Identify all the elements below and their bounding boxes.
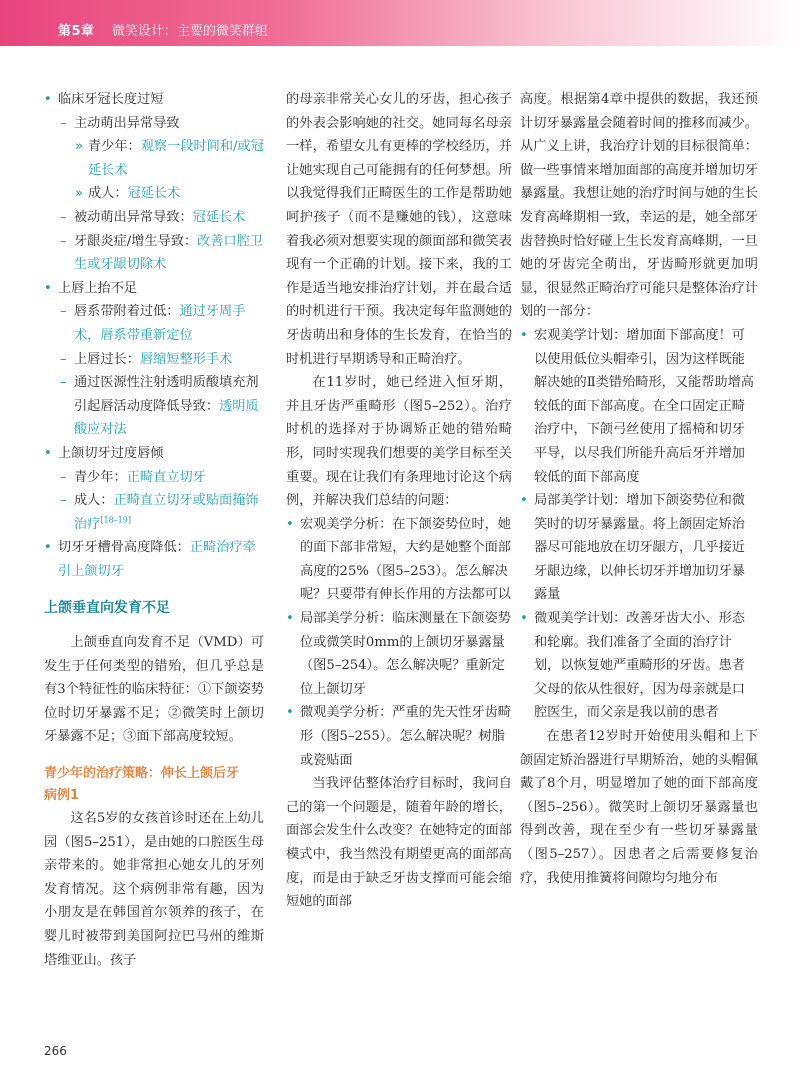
list-item (44, 182, 264, 206)
chapter-title: 微笑设计：主要的微笑群组 (112, 24, 269, 39)
list-item (286, 701, 512, 772)
bullet-icon: • (520, 493, 528, 509)
list-item-treatment: 透明质酸应对法 (74, 398, 259, 438)
list-item (520, 607, 758, 725)
list-item-label: 切牙牙槽骨高度降低： (58, 540, 190, 556)
list-item (44, 206, 264, 230)
reference-superscript: [18–19] (100, 515, 131, 525)
case-title: 病例1 (44, 788, 80, 804)
list-item (44, 88, 264, 112)
list-item-label: 青少年： (88, 139, 141, 155)
list-item-text: 局部美学计划：增加下颌姿势位和微笑时的切牙暴露量。将上颌固定矫治器尽可能地放在切牙龈方，几乎接近牙龈边缘，以伸长切牙并增加切牙暴露量 (534, 493, 745, 603)
dash-icon: – (60, 233, 67, 249)
bullet-icon: • (44, 92, 52, 107)
list-item (44, 277, 264, 301)
list-item-treatment: 正畸直立切牙 (126, 469, 206, 485)
dash-icon: – (60, 493, 67, 509)
bullet-icon: • (286, 516, 294, 532)
list-item-treatment: 冠延长术 (127, 186, 181, 202)
chapter-label: 第5章 (58, 24, 95, 39)
dash-icon: – (60, 304, 67, 320)
list-item-text: 上唇上抬不足 (58, 280, 138, 296)
list-item-label: 成人： (74, 493, 114, 509)
list-item-label: 牙龈炎症/增生导致： (74, 233, 198, 249)
dash-icon: – (60, 375, 67, 391)
list-item-text: 微观美学分析：严重的先天性牙齿畸形（图5–255）。怎么解决呢？树脂或瓷贴面 (300, 705, 511, 768)
list-item (44, 230, 264, 277)
bullet-icon: • (44, 540, 52, 556)
paragraph: 的母亲非常关心女儿的牙齿，担心孩子的外表会影响她的社交。她同每名母亲一样，希望女儿有更棒的学校经历，并让她实现自己可能拥有的任何梦想。所以我觉得我们正畸医生的工作是帮助她呵护孩子（而不是赚她的钱），这意味着我必须对想要实现的颜面部和微笑表现有一个正确的计划。接下来，我的工作是适当地安排治疗计划，并在最合适的时机进行干预。我决定每年监测她的牙齿萌出和身体的生长发育，在恰当的时机进行早期诱导和正畸治疗。 (286, 92, 512, 367)
list-item (44, 466, 264, 490)
list-item-text: 微观美学计划：改善牙齿大小、形态和轮廓。我们准备了全面的治疗计划，以恢复她严重畸形的牙齿。患者父母的依从性很好，因为母亲就是口腔医生，而父亲是我以前的患者 (534, 611, 745, 721)
list-item-text: 上颌切牙过度唇倾 (58, 445, 164, 461)
bullet-icon: • (286, 611, 294, 627)
chevron-right-icon: » (75, 186, 84, 202)
list-item-label: 青少年： (74, 469, 127, 485)
list-item (44, 371, 264, 442)
bullet-icon: • (44, 280, 52, 296)
bullet-icon: • (520, 327, 528, 343)
list-item-text: 临床牙冠长度过短 (58, 92, 164, 107)
list-item-treatment: 正畸治疗牵引上颌切牙 (58, 540, 256, 579)
column-right (520, 88, 758, 890)
list-item (520, 324, 758, 489)
list-item-treatment: 唇缩短整形手术 (139, 351, 233, 367)
list-item-label: 成人： (88, 186, 128, 202)
dash-icon: – (60, 469, 67, 485)
paragraph: 这名5岁的女孩首诊时还在上幼儿园（图5–251），是由她的口腔医生母亲带来的。她非常担心她女儿的牙列发育情况。这个病例非常有趣，因为小朋友是在韩国首尔领养的孩子，在婴儿时被带到美国阿拉巴马州的维斯塔维亚山。孩子 (44, 811, 264, 968)
list-item-text: 宏观美学计划：增加面下部高度！可以使用低位头帽牵引，因为这样既能解决她的Ⅱ类错殆畸形，又能帮助增高较低的面下部高度。在全口固定正畸治疗中，下颌弓丝使用了摇椅和切牙平导，以尽我们所能升高后牙并增加较低的面下部高度 (534, 327, 754, 485)
paragraph: 高度。根据第4章中提供的数据，我还预计切牙暴露量会随着时间的推移而减少。从广义上讲，我治疗计划的目标很简单：做一些事情来增加面部的高度并增加切牙暴露量。我想让她的治疗时间与她的生长发育高峰期相一致，幸运的是，她全部牙齿替换时恰好碰上生长发育高峰期，一旦她的牙齿完全萌出，牙齿畸形就更加明显，很显然正畸治疗可能只是整体治疗计划的一部分： (520, 92, 758, 320)
list-item (44, 112, 264, 136)
list-item (44, 135, 264, 182)
list-item (286, 513, 512, 607)
list-item-text: 宏观美学分析：在下颌姿势位时，她的面下部非常短，大约是她整个面部高度的25%（图5–253）。怎么解决呢？只要带有伸长作用的方法都可以 (300, 516, 511, 603)
list-item-treatment: 正畸直立切牙或贴面掩饰治疗 (74, 493, 259, 532)
subsection-title: 青少年的治疗策略：伸长上颌后牙 (44, 766, 240, 782)
dash-icon: – (60, 115, 67, 131)
list-item-label: 被动萌出异常导致： (74, 209, 193, 225)
list-item-text: 主动萌出异常导致 (74, 115, 180, 131)
list-item (520, 489, 758, 607)
list-item (44, 536, 264, 583)
list-item-treatment: 观察一段时间和/或冠延长术 (88, 139, 264, 178)
list-item-label: 通过医源性注射透明质酸填充剂引起唇活动度降低导致： (74, 375, 259, 414)
list-item (44, 300, 264, 347)
section-title: 上颌垂直向发育不足 (44, 600, 170, 617)
chevron-right-icon: » (75, 139, 84, 155)
paragraph: 上颌垂直向发育不足（VMD）可发生于任何类型的错殆，但几乎总是有3个特征性的临床特征：①下颌姿势位时切牙暴露不足；②微笑时上颌切牙暴露不足；③面下部高度较短。 (44, 635, 264, 745)
paragraph: 在患者12岁时开始使用头帽和上下颌固定矫治器进行早期矫治，她的头帽佩戴了8个月，明显增加了她的面下部高度（图5–256）。微笑时上颌切牙暴露量也得到改善，现在至少有一些切牙暴露量（图5–257）。因患者之后需要修复治疗，我使用推簧将间隙均匀地分布 (520, 729, 758, 886)
dash-icon: – (60, 351, 67, 367)
list-item (44, 442, 264, 466)
dash-icon: – (60, 209, 67, 225)
list-item-treatment: 冠延长术 (192, 209, 246, 225)
list-item-text: 局部美学分析：临床测量在下颌姿势位或微笑时0mm的上颌切牙暴露量（图5–254）。怎么解决呢？重新定位上颌切牙 (300, 611, 511, 697)
paragraph: 当我评估整体治疗目标时，我问自己的第一个问题是，随着年龄的增长，面部会发生什么改变？在她特定的面部模式中，我当然没有期望更高的面部高度，而是由于缺乏牙齿支撑而可能会缩短她的面部 (286, 776, 512, 910)
list-item-label: 上唇过长： (74, 351, 140, 367)
list-item (44, 489, 264, 536)
bullet-icon: • (520, 611, 528, 627)
list-item (286, 607, 512, 701)
paragraph: 在11岁时，她已经进入恒牙期，并且牙齿严重畸形（图5–252）。治疗时机的选择对于协调矫正她的错殆畸形，同时实现我们想要的美学目标至关重要。现在让我们有条理地讨论这个病例，并解决我们总结的问题： (286, 375, 512, 509)
list-item-label: 唇系带附着过低： (74, 304, 180, 320)
bullet-icon: • (286, 705, 294, 721)
bullet-icon: • (44, 445, 52, 461)
column-middle (286, 88, 512, 914)
list-item (44, 348, 264, 372)
list-item-treatment: 改善口腔卫生或牙龈切除术 (74, 233, 264, 273)
column-left (44, 88, 264, 972)
list-item-treatment: 通过牙周手术，唇系带重新定位 (74, 304, 246, 343)
page-number: 266 (44, 1044, 67, 1058)
